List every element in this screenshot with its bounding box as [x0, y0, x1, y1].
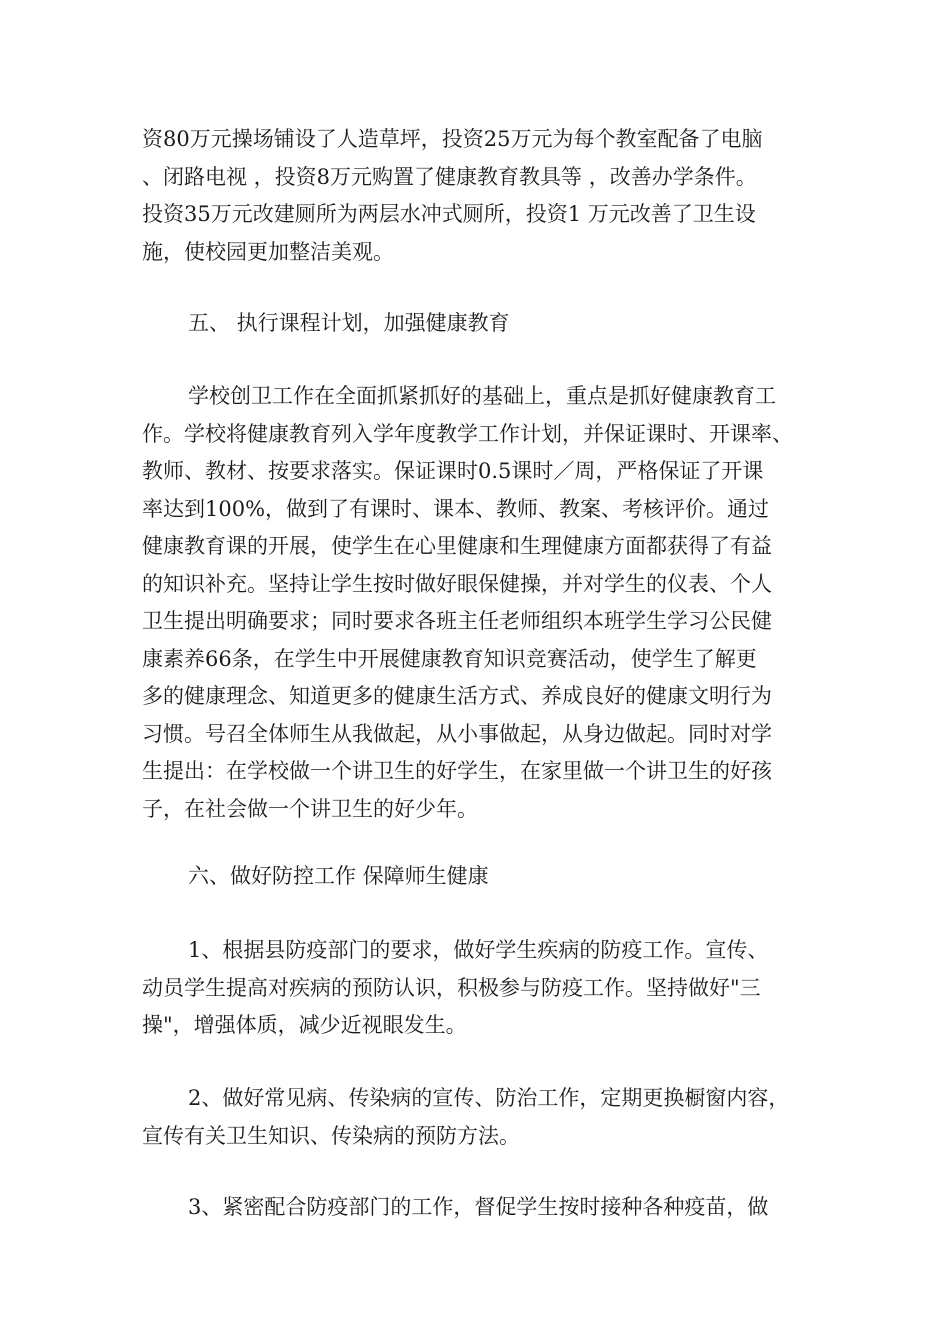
list-item-2 [142, 1080, 812, 1155]
text-line: 子，在社会做一个讲卫生的好少年。 [142, 796, 478, 821]
list-item-3 [142, 1189, 812, 1227]
section-heading-6 [142, 858, 812, 896]
text-line: 动员学生提高对疾病的预防认识，积极参与防疫工作。坚持做好"三 [142, 975, 761, 1000]
text-line: 健康教育课的开展，使学生在心里健康和生理健康方面都获得了有益 [142, 534, 772, 558]
text-line: 宣传有关卫生知识、传染病的预防方法。 [142, 1123, 520, 1148]
paragraph-intro [142, 121, 812, 271]
text-line: 3、紧密配合防疫部门的工作，督促学生按时接种各种疫苗，做 [188, 1195, 769, 1219]
text-line: 生提出：在学校做一个讲卫生的好学生，在家里做一个讲卫生的好孩 [142, 759, 772, 783]
text-line: 教师、教材、按要求落实。保证课时0.5课时／周，严格保证了开课 [142, 459, 764, 483]
text-line: 学校创卫工作在全面抓紧抓好的基础上，重点是抓好健康教育工 [188, 384, 776, 408]
paragraph-5 [142, 378, 812, 828]
text-line: 操"，增强体质，减少近视眼发生。 [142, 1013, 467, 1037]
section-heading-5 [142, 305, 812, 343]
text-line: 习惯。号召全体师生从我做起，从小事做起，从身边做起。同时对学 [142, 721, 772, 746]
text-line: 率达到100%，做到了有课时、课本、教师、教案、考核评价。通过 [142, 496, 770, 521]
list-item-1 [142, 932, 812, 1045]
heading-text: 五、 执行课程计划，加强健康教育 [188, 311, 510, 335]
text-line: 的知识补充。坚持让学生按时做好眼保健操，并对学生的仪表、个人 [142, 571, 772, 596]
text-line: 卫生提出明确要求；同时要求各班主任老师组织本班学生学习公民健 [142, 609, 772, 633]
text-line: 1、根据县防疫部门的要求，做好学生疾病的防疫工作。宣传、 [188, 938, 769, 962]
text-line: 投资35万元改建厕所为两层水冲式厕所，投资1 万元改善了卫生设 [142, 202, 756, 226]
text-line: 、闭路电视 ，投资8万元购置了健康教育教具等 ，改善办学条件。 [142, 164, 757, 189]
text-line: 多的健康理念、知道更多的健康生活方式、养成良好的健康文明行为 [142, 684, 772, 708]
text-line: 2、做好常见病、传染病的宣传、防治工作，定期更换橱窗内容， [188, 1086, 790, 1110]
text-line: 作。学校将健康教育列入学年度教学工作计划，并保证课时、开课率、 [142, 421, 793, 446]
text-line: 施，使校园更加整洁美观。 [142, 239, 394, 264]
heading-text: 六、做好防控工作 保障师生健康 [188, 864, 489, 888]
text-line: 康素养66条，在学生中开展健康教育知识竞赛活动，使学生了解更 [142, 646, 757, 671]
text-line: 资80万元操场铺设了人造草坪，投资25万元为每个教室配备了电脑 [142, 127, 763, 151]
